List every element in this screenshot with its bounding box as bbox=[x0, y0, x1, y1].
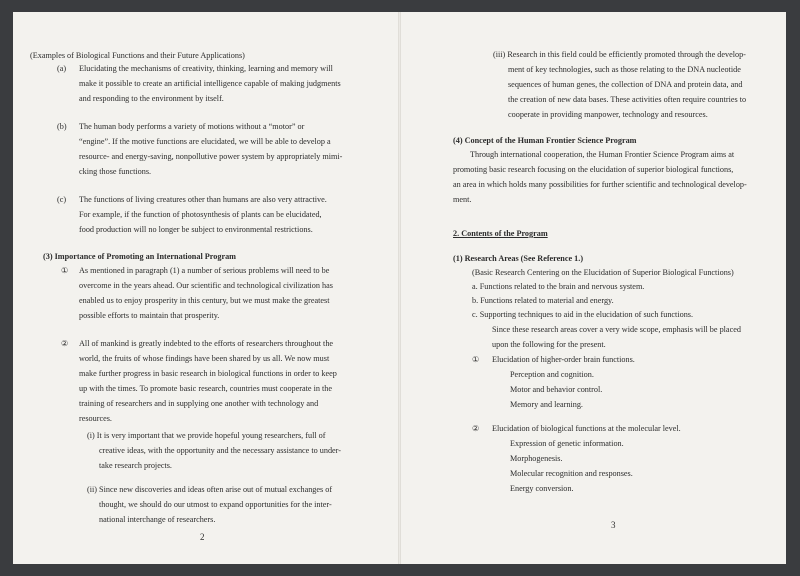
paragraph-line: creative ideas, with the opportunity and the necessary assistance to under- bbox=[99, 446, 341, 455]
right-page bbox=[400, 12, 786, 564]
list-item: b. Functions related to material and energy. bbox=[472, 296, 614, 305]
paragraph-line: training of researchers and in supplying one another with technology and bbox=[79, 399, 319, 408]
paragraph-line: ment of key technologies, such as those relating to the DNA nucleotide bbox=[508, 65, 741, 74]
paragraph-line: (iii) Research in this field could be efficiently promoted through the develop- bbox=[493, 50, 746, 59]
paragraph-line: Through international cooperation, the Human Frontier Science Program aims at bbox=[470, 150, 735, 159]
list-item: Memory and learning. bbox=[510, 400, 583, 409]
paragraph-line: All of mankind is greatly indebted to the efforts of researchers throughout the bbox=[79, 339, 334, 348]
page-number: 2 bbox=[200, 532, 205, 542]
paragraph-line: food production will no longer be subject to environmental restrictions. bbox=[79, 225, 313, 234]
paragraph-line: (ii) Since new discoveries and ideas often arise out of mutual exchanges of bbox=[87, 485, 333, 494]
paragraph-line: As mentioned in paragraph (1) a number of serious problems will need to be bbox=[79, 266, 330, 275]
paragraph-line: (i) It is very important that we provide hopeful young researchers, full of bbox=[87, 431, 326, 440]
paragraph-line: For example, if the function of photosynthesis of plants can be elucidated, bbox=[79, 210, 322, 219]
paragraph-line: enabled us to enjoy prosperity in this century, but we must make the greatest bbox=[79, 296, 330, 305]
list-item: Motor and behavior control. bbox=[510, 385, 603, 394]
circled-marker: ② bbox=[61, 339, 69, 348]
subsection-heading: (1) Research Areas (See Reference 1.) bbox=[453, 254, 584, 263]
paragraph-line: make further progress in basic research in biological functions in order to keep bbox=[79, 369, 337, 378]
paragraph-line: national interchange of researchers. bbox=[99, 515, 216, 524]
paragraph-line: possible efforts to maintain that prosperity. bbox=[79, 311, 220, 320]
list-item: Molecular recognition and responses. bbox=[510, 469, 633, 478]
left-page bbox=[13, 12, 399, 564]
paragraph-line: resource- and energy-saving, nonpollutive power system by appropriately mimi- bbox=[79, 152, 343, 161]
paragraph-line: an area in which holds many possibilities for further scientific and technological develop- bbox=[453, 180, 747, 189]
paragraph-line: take research projects. bbox=[99, 461, 172, 470]
paragraph-line: cking those functions. bbox=[79, 167, 152, 176]
paragraph-line: promoting basic research focusing on the elucidation of superior biological functions, bbox=[453, 165, 734, 174]
paragraph-line: upon the following for the present. bbox=[492, 340, 606, 349]
paragraph-line: thought, we should do our utmost to expand opportunities for the inter- bbox=[99, 500, 332, 509]
list-item: Expression of genetic information. bbox=[510, 439, 624, 448]
paragraph-line: world, the fruits of whose findings have been shared by us all. We now must bbox=[79, 354, 330, 363]
item-label: (b) bbox=[57, 122, 67, 131]
subsection-note: (Basic Research Centering on the Elucidation of Superior Biological Functions) bbox=[472, 268, 734, 277]
paragraph-line: The human body performs a variety of motions without a “motor” or bbox=[79, 122, 305, 131]
list-title: Elucidation of biological functions at the molecular level. bbox=[492, 424, 681, 433]
paragraph-line: up with the times. To promote basic research, countries must cooperate in the bbox=[79, 384, 333, 393]
page-number: 3 bbox=[611, 520, 616, 530]
paragraph-line: The functions of living creatures other than humans are also very attractive. bbox=[79, 195, 327, 204]
list-item: a. Functions related to the brain and nervous system. bbox=[472, 282, 645, 291]
paragraph-line: “engine”. If the motive functions are elucidated, we will be able to develop a bbox=[79, 137, 331, 146]
circled-marker: ① bbox=[472, 355, 480, 364]
item-label: (a) bbox=[57, 64, 67, 73]
list-item: Perception and cognition. bbox=[510, 370, 594, 379]
document-spread bbox=[13, 12, 786, 564]
list-title: Elucidation of higher-order brain functions. bbox=[492, 355, 635, 364]
section-heading: 2. Contents of the Program bbox=[453, 229, 548, 238]
paragraph-line: overcome in the years ahead. Our scientific and technological civilization has bbox=[79, 281, 333, 290]
paragraph-line: the creation of new data bases. These activities often require countries to bbox=[508, 95, 747, 104]
list-item: c. Supporting techniques to aid in the elucidation of such functions. bbox=[472, 310, 694, 319]
examples-heading: (Examples of Biological Functions and their Future Applications) bbox=[30, 51, 245, 60]
circled-marker: ② bbox=[472, 424, 480, 433]
paragraph-line: Elucidating the mechanisms of creativity, thinking, learning and memory will bbox=[79, 64, 333, 73]
section-heading: (3) Importance of Promoting an International Program bbox=[43, 252, 236, 261]
paragraph-line: Since these research areas cover a very wide scope, emphasis will be placed bbox=[492, 325, 741, 334]
paragraph-line: sequences of human genes, the collection of DNA and protein data, and bbox=[508, 80, 743, 89]
paragraph-line: ment. bbox=[453, 195, 472, 204]
list-item: Energy conversion. bbox=[510, 484, 574, 493]
section-heading: (4) Concept of the Human Frontier Science Program bbox=[453, 136, 637, 145]
item-label: (c) bbox=[57, 195, 67, 204]
paragraph-line: make it possible to create an artificial intelligence capable of making judgments bbox=[79, 79, 341, 88]
paragraph-line: cooperate in providing manpower, technology and resources. bbox=[508, 110, 708, 119]
paragraph-line: resources. bbox=[79, 414, 112, 423]
list-item: Morphogenesis. bbox=[510, 454, 563, 463]
circled-marker: ① bbox=[61, 266, 69, 275]
paragraph-line: and responding to the environment by itself. bbox=[79, 94, 224, 103]
